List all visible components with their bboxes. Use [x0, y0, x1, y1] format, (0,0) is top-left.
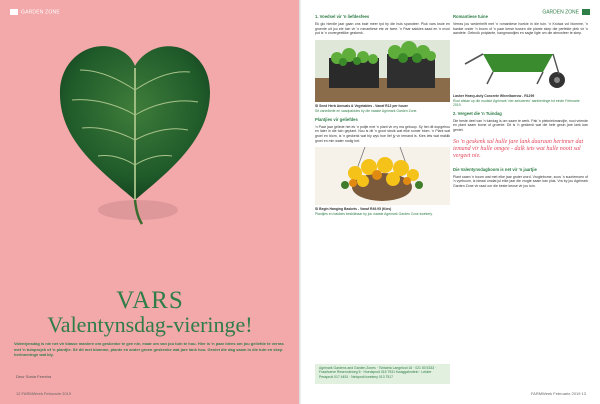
photo2-caption: SI Begin Hanging Baskets - Vanaf R49.95 (Kies) [315, 207, 392, 212]
heart-leaf-icon [40, 20, 230, 230]
right-page [301, 0, 600, 404]
pull-quote: So 'n geskenk sal hulle jare lank daaraan herinner dat iemand vir hulle omgee - dalk iets wat hulle nooit sal vergeet nie. [453, 138, 584, 160]
wheelbarrow-photo [453, 40, 588, 92]
article-intro: Valentynsdag is nie net vir klasse maniere om geskenke te gee nie, maar om van jou tuin te hou. Hier is 'n paar idees om jou geliefde te verras met 'n tuinprojek of 'n plantjie. Sê dit met blomme, plante en ander groen geskenke wat jare lank hou. Geniet die dag saam in die tuin en skep herinneringe wat bly. [14, 341, 284, 358]
article-title-line1: VARS [116, 287, 184, 314]
column-b-body-2: Die beste deel van 'n tuindag is om saam te werk. Pak 'n piekniekmandjie, nooi vriende en plant saam bome of groente. Dit is 'n geskenk wat die hele gesin jare lank kan geniet. [453, 118, 588, 132]
column-b-heading-3: Die Valentynsdagboom is net vir 'n jaartjie [453, 166, 537, 172]
wheelbarrow-icon [453, 40, 588, 92]
flower-basket-icon [315, 147, 450, 205]
infobox-text: Agrimark Gardens and Garden Zones · Tshiwela Langeloot 16 · 021 50 5333 · Fraaihoeve Reservoirweg 5 · Hoedspruit 015 7931 Kwaggafontein · Lekker Pesspruit 017 4451 · Nelspruit kwekery 013 7517 [319, 366, 437, 379]
column-a-body-1: Ek glo hierdie jaar gaan ons baie meer tyd by die huis spandeer. Pluk vars kruie en groente uit jou eie tuin vir 'n romantiese ete vir twee. 'n Paar sakkies saad en 'n mooi pot is 'n onvergeetlike geskenk. [315, 22, 450, 36]
column-b-heading-2: 2. Vergeet die 'n Tuindag [453, 110, 502, 116]
seed-trays-photo [315, 40, 450, 102]
wheelbarrow-note: Rooi afslae op die nuutste Agrimark 'vier-seisoenen' aanbiedinge tot einde Februarie 2019. [453, 98, 580, 107]
article-title-line2: Valentynsdag-vieringe! [47, 312, 253, 337]
column-a-body-2: 'n Paar jaar gelede het ek 'n potjie met 'n plant vir my ma gekoop. Sy het dit dopgehou en later in die tuin geplant. Nou is dit 'n groot struik wat elke somer blom. 'n Plant wat groei en blom, is 'n geskenk wat bly wys hoe lief jy vir iemand is. Kies iets wat maklik groei en min water nodig het. [315, 124, 450, 143]
photo1-note: Sit variedteite en saadpakkies by die naaste Agrimark Garden Zone. [315, 108, 418, 113]
photo2-note: Plantjies en bakkies beskikbaar by jou naaste Agrimark Garden Zone kwekery. [315, 212, 433, 217]
byline: Deur Sonia Ferreira [16, 374, 52, 379]
column-a [315, 14, 450, 216]
section-label-right: GARDEN ZONE [542, 9, 590, 15]
column-b-body-1: Verras jou wederhelft met 'n romantiese hoekie in die tuin. 'n Kruiwa vol blomme, 'n bankie onder 'n boom of 'n paar kerse tussen die plante skep die perfekte plek vir 'n aandete. Gebruik potplante, hangmandjies en sagte ligte om die atmosfeer te skep. [453, 22, 588, 36]
column-a-heading-2: Plantjies vir geliefdes [315, 116, 358, 122]
hanging-basket-photo [315, 147, 450, 205]
seedling-tray-icon [315, 40, 450, 102]
column-b [453, 14, 588, 189]
column-a-heading-1: 1. Voedsel vir 'n liefdesfees [315, 14, 370, 19]
page-footer-right: FARMWeek Februarie 2019 13 [530, 391, 586, 396]
page-footer-left: 12 FARMWeek Februarie 2019 [16, 391, 72, 396]
column-b-body-3: Plant saam 'n boom wat met elke jaar groter word. Vrugtebome, soos 'n suurlemoen of 'n vyeboom, is ideaal omdat jul elke jaar die vrugte saam kan pluk. Vra by jou Agrimark Garden Zone vir raad oor die beste keuse vir jou tuin. [453, 174, 588, 188]
agrimark-info-box [315, 364, 450, 384]
photo1-caption: SI Seed Herb Annuals & Vegetables - Vanaf R12 per houer [315, 103, 408, 108]
heart-leaf-photo [40, 20, 230, 230]
wheelbarrow-caption: Lasher Heavy-duty Concrete Wheelbarrow - R1299 [453, 93, 535, 98]
column-b-heading-1: Romantiese tuine [453, 14, 488, 19]
section-label-left: GARDEN ZONE [10, 9, 60, 15]
